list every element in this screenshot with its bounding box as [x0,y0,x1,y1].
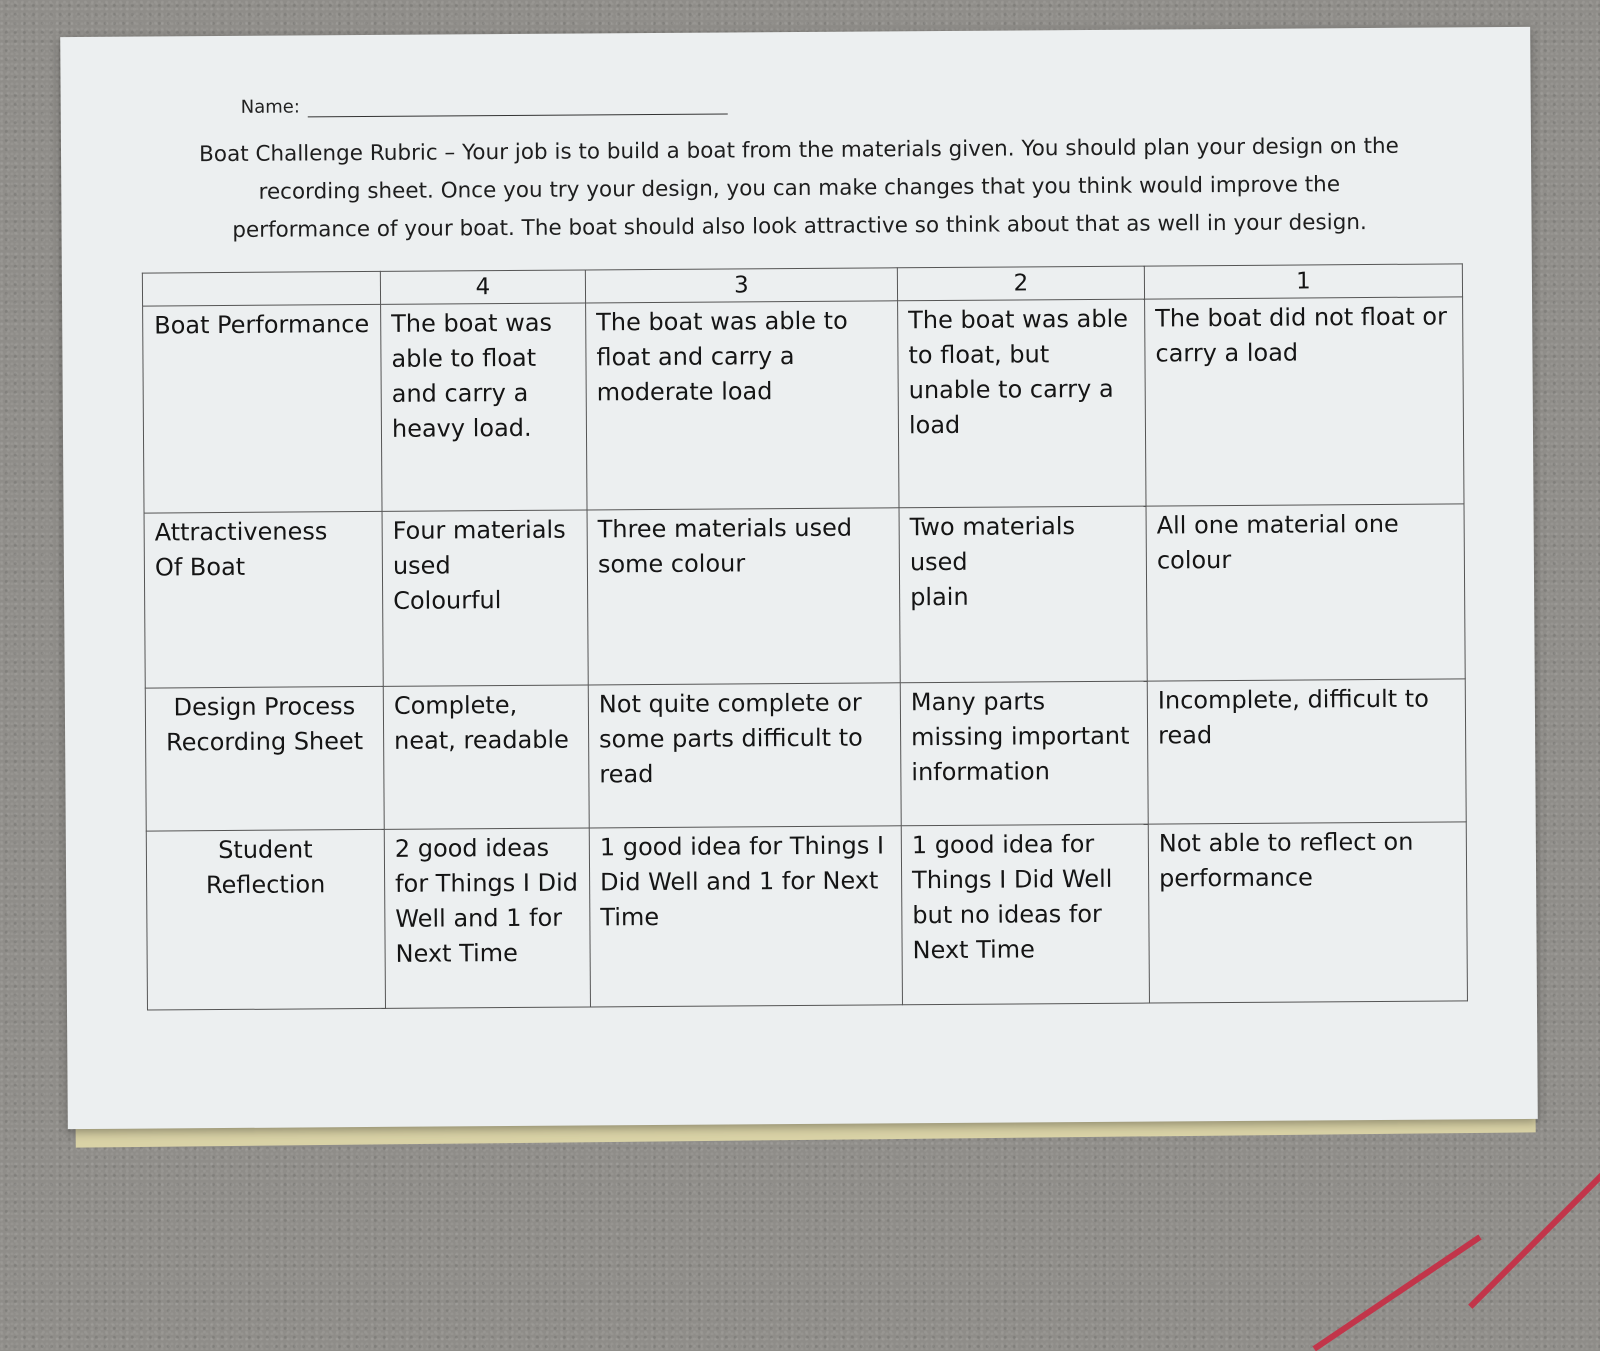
descriptor-cell: The boat did not float or carry a load [1145,297,1464,506]
descriptor-cell: All one material one colour [1146,504,1465,681]
rubric-row-attractiveness [144,504,1465,688]
name-blank-line [308,95,728,117]
descriptor-cell: Not able to reflect on performance [1148,822,1467,1003]
criterion-label: Boat Performance [143,304,382,513]
red-folder-edge-lower [1313,1235,1482,1351]
descriptor-cell: Two materials used plain [899,506,1147,683]
descriptor-cell: Three materials used some colour [587,508,900,685]
descriptor-cell: Not quite complete or some parts difficult to read [588,683,901,828]
header-score-3: 3 [585,268,897,303]
header-score-1: 1 [1144,264,1462,299]
header-blank [142,271,380,306]
descriptor-cell: Four materials used Colourful [382,510,588,686]
rubric-worksheet [60,27,1538,1129]
descriptor-cell: The boat was able to float and carry a moderate load [586,301,899,510]
rubric-row-student-reflection [146,822,1467,1010]
header-score-2: 2 [897,266,1144,301]
criterion-label: Student Reflection [146,829,385,1010]
rubric-row-design-process [145,679,1466,831]
red-folder-edge [1468,1135,1600,1309]
descriptor-cell: The boat was able to float, but unable to carry a load [898,299,1146,508]
descriptor-cell: 2 good ideas for Things I Did Well and 1 for Next Time [384,828,590,1008]
descriptor-cell: Incomplete, difficult to read [1147,679,1466,824]
rubric-instructions: Boat Challenge Rubric – Your job is to build a boat from the materials given. You should plan your design on the recording sheet. Once you try your design, you can make changes that you think would improve the performance of your boat. The boat should also look attractive so think about that as well in your design. [199,133,1399,243]
name-label: Name: [240,96,300,118]
header-score-4: 4 [380,270,585,304]
criterion-label: Design Process Recording Sheet [145,686,384,831]
descriptor-cell: The boat was able to float and carry a heavy load. [381,303,587,511]
name-field [241,79,1471,118]
descriptor-cell: 1 good idea for Things I Did Well and 1 for Next Time [589,826,902,1007]
rubric-table [142,263,1468,1010]
descriptor-cell: Complete, neat, readable [383,685,589,829]
rubric-row-boat-performance [143,297,1464,513]
descriptor-cell: 1 good idea for Things I Did Well but no ideas for Next Time [901,824,1149,1005]
criterion-label: Attractiveness Of Boat [144,511,383,688]
descriptor-cell: Many parts missing important information [900,681,1148,826]
